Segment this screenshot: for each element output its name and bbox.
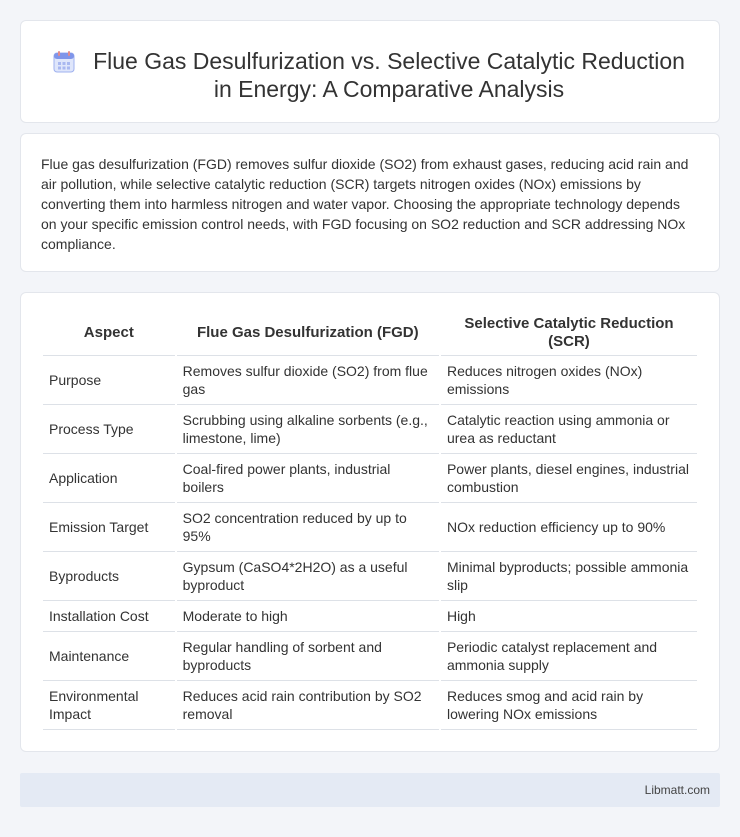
table-row (43, 601, 697, 632)
header-scr: Selective Catalytic Reduction (SCR) (441, 311, 697, 356)
row-scr-value: Reduces smog and acid rain by lowering NOx emissions (441, 681, 697, 730)
intro-paragraph: Flue gas desulfurization (FGD) removes sulfur dioxide (SO2) from exhaust gases, reducing acid rain and air pollution, while selective catalytic reduction (SCR) targets nitrogen oxides (NOx) emissions by converting them into harmless nitrogen and water vapor. Choosing the appropriate technology depends on your specific emission control needs, with FGD focusing on SO2 reduction and SCR addressing NOx compliance. (41, 156, 689, 252)
table-row (43, 454, 697, 503)
footer-site-link[interactable]: Libmatt.com (644, 783, 710, 797)
row-scr-value: Catalytic reaction using ammonia or urea as reductant (441, 405, 697, 454)
row-scr-value: Power plants, diesel engines, industrial combustion (441, 454, 697, 503)
row-fgd-value: SO2 concentration reduced by up to 95% (177, 503, 439, 552)
row-scr-value: Minimal byproducts; possible ammonia slip (441, 552, 697, 601)
row-aspect: Purpose (43, 356, 175, 405)
row-scr-value: NOx reduction efficiency up to 90% (441, 503, 697, 552)
header-fgd: Flue Gas Desulfurization (FGD) (177, 311, 439, 356)
row-fgd-value: Coal-fired power plants, industrial boilers (177, 454, 439, 503)
row-fgd-value: Scrubbing using alkaline sorbents (e.g., limestone, lime) (177, 405, 439, 454)
row-fgd-value: Regular handling of sorbent and byproducts (177, 632, 439, 681)
comparison-card (20, 292, 720, 752)
row-aspect: Emission Target (43, 503, 175, 552)
table-row (43, 681, 697, 730)
row-scr-value: Periodic catalyst replacement and ammonia supply (441, 632, 697, 681)
row-fgd-value: Gypsum (CaSO4*2H2O) as a useful byproduct (177, 552, 439, 601)
row-aspect: Environmental Impact (43, 681, 175, 730)
table-row (43, 405, 697, 454)
table-row (43, 356, 697, 405)
footer (20, 773, 720, 807)
row-aspect: Byproducts (43, 552, 175, 601)
title-card (20, 20, 720, 123)
page-title: Flue Gas Desulfurization vs. Selective Catalytic Reduction in Energy: A Comparative Analysis (93, 48, 685, 102)
row-fgd-value: Moderate to high (177, 601, 439, 632)
table-row (43, 552, 697, 601)
comparison-table (41, 311, 699, 730)
calendar-icon (51, 49, 77, 75)
intro-card (20, 133, 720, 272)
table-row (43, 632, 697, 681)
row-aspect: Application (43, 454, 175, 503)
table-row (43, 503, 697, 552)
row-scr-value: Reduces nitrogen oxides (NOx) emissions (441, 356, 697, 405)
row-aspect: Maintenance (43, 632, 175, 681)
row-scr-value: High (441, 601, 697, 632)
title-wrap (21, 21, 719, 103)
table-header-row (43, 311, 697, 356)
row-fgd-value: Reduces acid rain contribution by SO2 removal (177, 681, 439, 730)
header-aspect: Aspect (43, 311, 175, 356)
row-aspect: Process Type (43, 405, 175, 454)
row-aspect: Installation Cost (43, 601, 175, 632)
row-fgd-value: Removes sulfur dioxide (SO2) from flue gas (177, 356, 439, 405)
